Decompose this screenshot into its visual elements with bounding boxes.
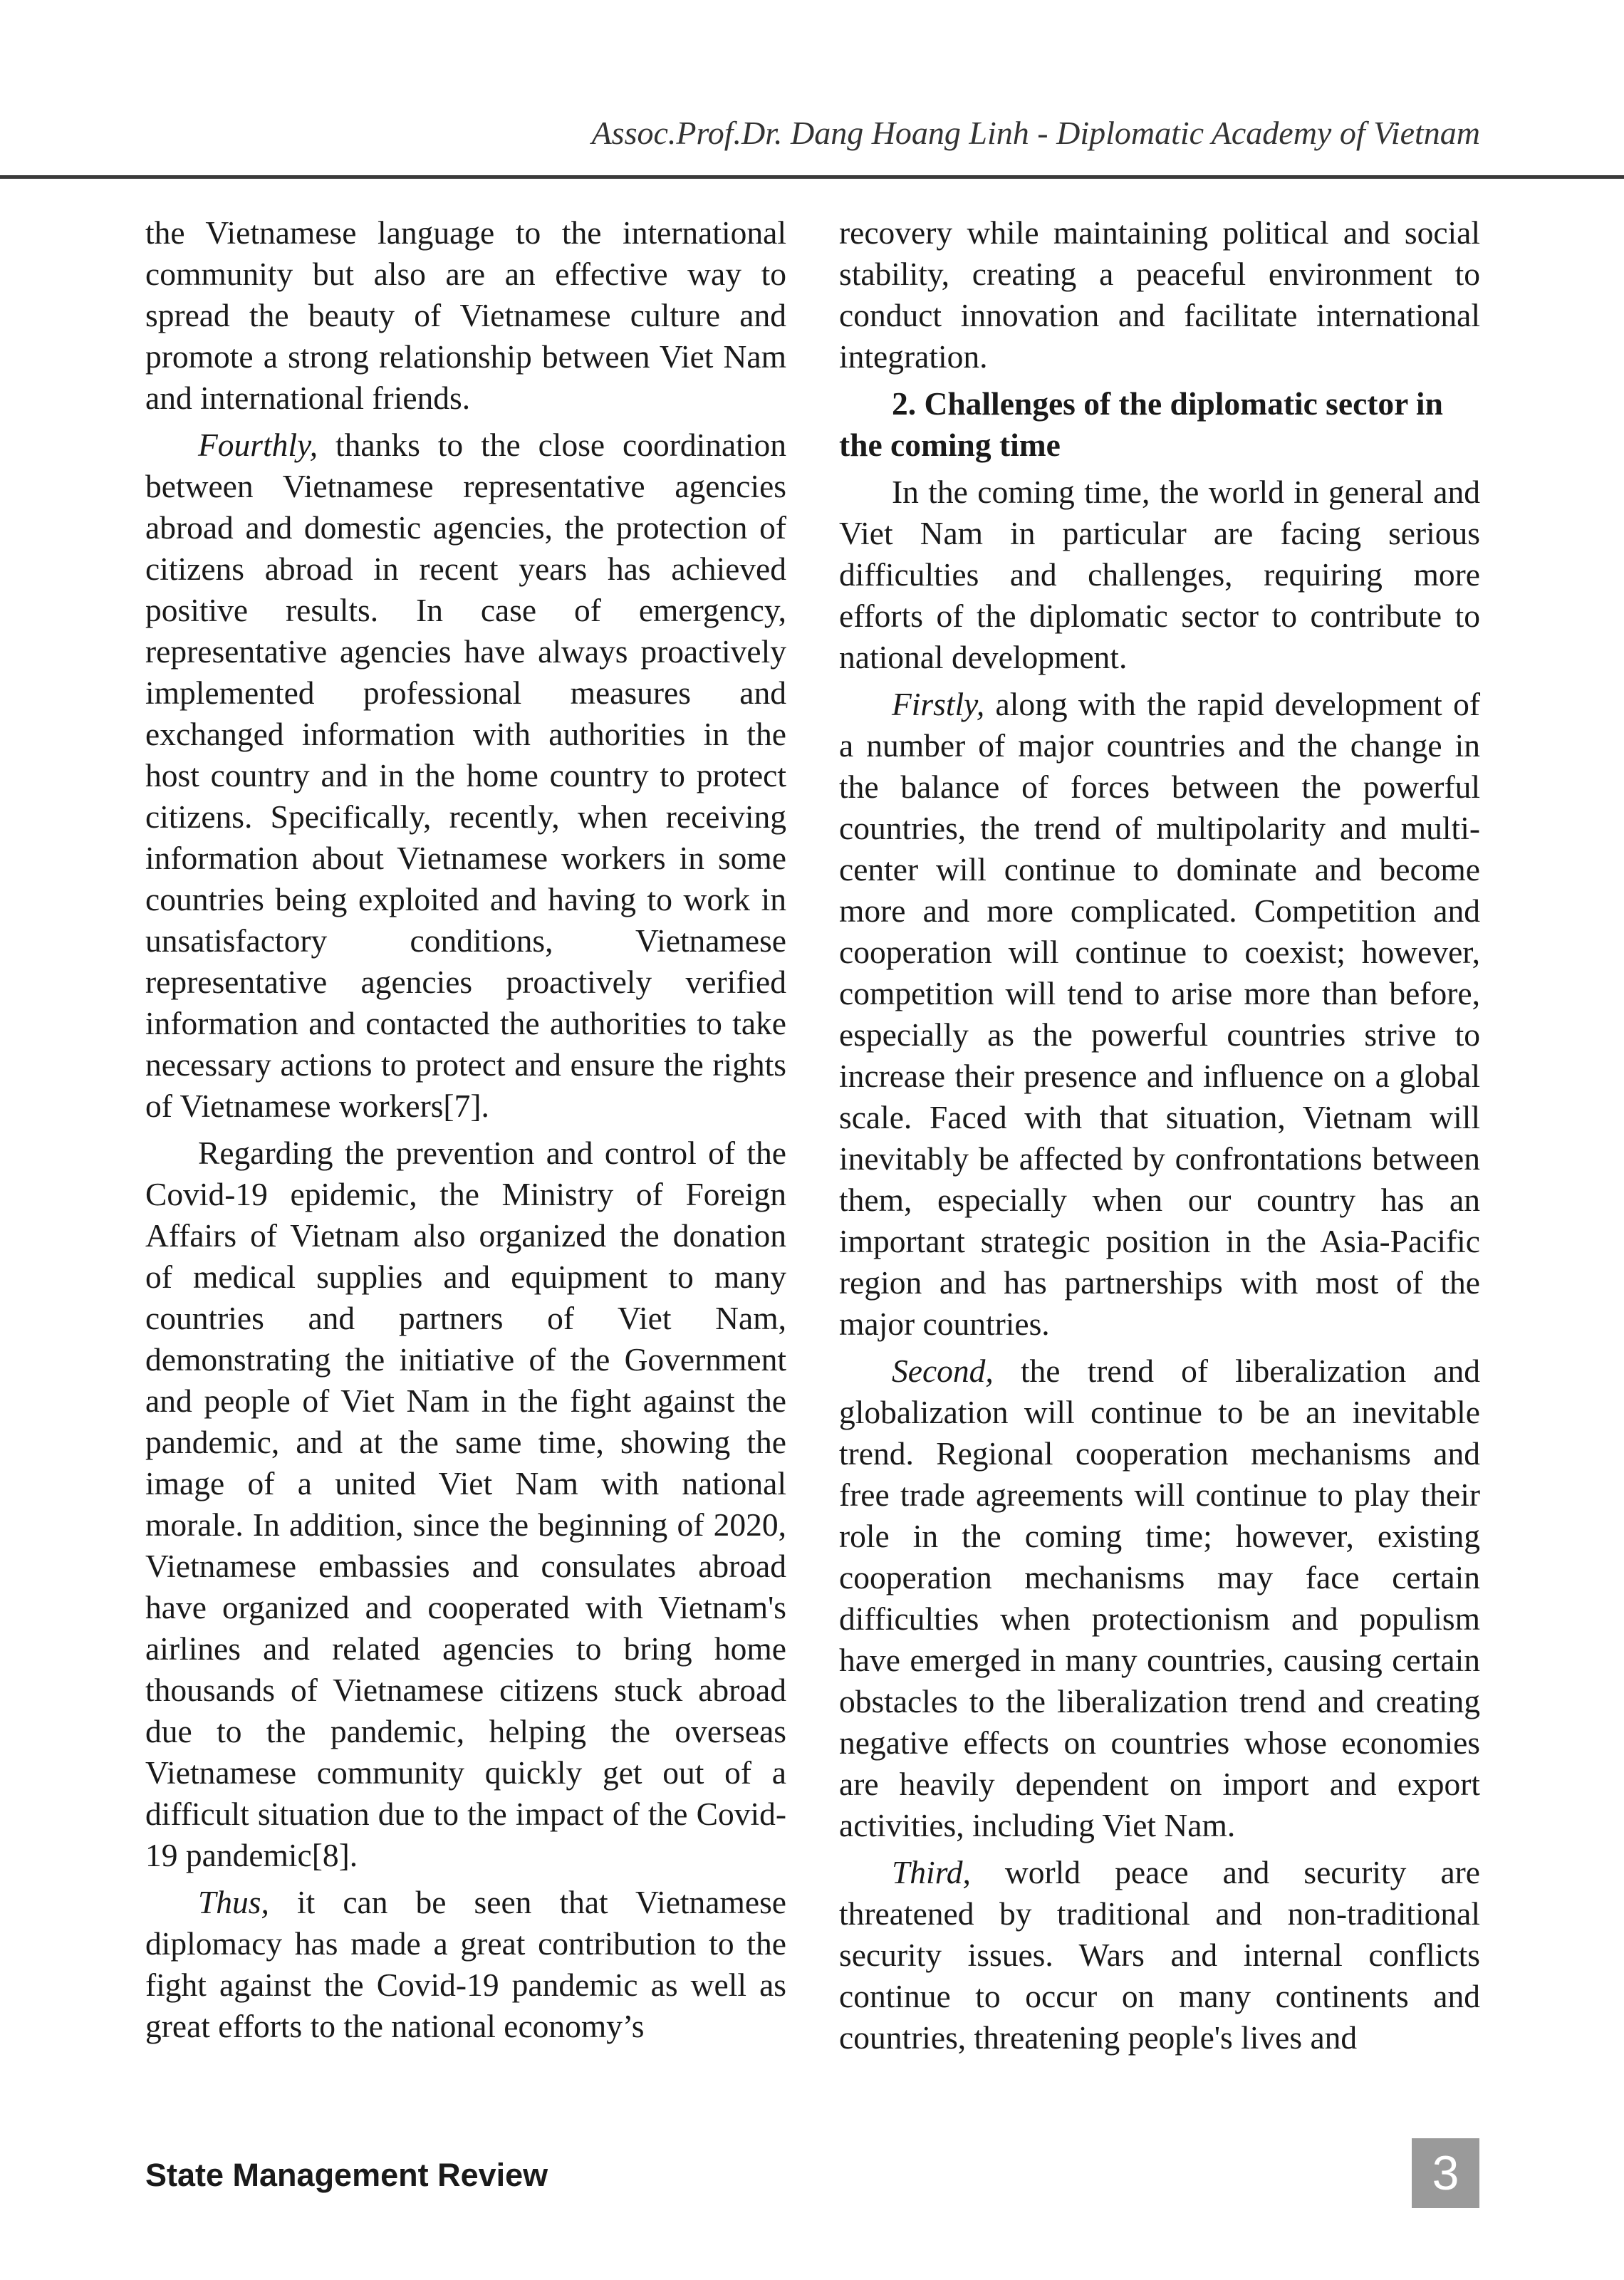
paragraph: recovery while maintaining political and social stability, creating a peaceful environment to conduct innovation and facilitate international integration. — [839, 214, 1480, 375]
paragraph: the Vietnamese language to the international community but also are an effective way to spread the beauty of Vietnamese culture and promote a strong relationship between Viet Nam and international friends. — [145, 214, 786, 416]
paragraph-lead: Second, — [892, 1353, 994, 1389]
paragraph — [145, 425, 786, 1127]
paragraph — [839, 684, 1480, 1345]
paragraph-lead: Third, — [892, 1854, 971, 1890]
paragraph — [839, 1852, 1480, 2058]
paragraph-body: along with the rapid development of a number of major countries and the change in the balance of forces between the powerful countries, the trend of multipolarity and multi-center will continue to dominate and become more and more complicated. Competition and cooperation will continue to coexist; however, competition will tend to arise more than before, especially as the powerful countries strive to increase their presence and influence on a global scale. Faced with that situation, Vietnam will inevitably be affected by confrontations between them, especially when our country has an important strategic position in the Asia-Pacific region and has partnerships with most of the major countries. — [839, 686, 1480, 1342]
paragraph — [839, 1350, 1480, 1846]
right-column — [839, 212, 1480, 2064]
header-rule — [0, 175, 1624, 179]
paragraph-body: thanks to the close coordination between Vietnamese representative agencies abroad and domestic agencies, the protection of citizens abroad in recent years has achieved positive results. In case of emergency, representative agencies have always proactively implemented professional measures and exchanged information with authorities in the host country and in the home country to protect citizens. Specifically, recently, when receiving information about Vietnamese workers in some countries being exploited and having to work in unsatisfactory conditions, Vietnamese representative agencies proactively verified information and contacted the authorities to take necessary actions to protect and ensure the rights of Vietnamese workers[7]. — [145, 427, 786, 1124]
section-heading: 2. Challenges of the diplomatic sector in the coming time — [839, 385, 1443, 463]
paragraph-lead: Fourthly, — [198, 427, 318, 463]
paragraph-lead: Thus, — [198, 1884, 269, 1920]
paragraph — [145, 1882, 786, 2047]
page-number: 3 — [1412, 2138, 1479, 2208]
running-header: Assoc.Prof.Dr. Dang Hoang Linh - Diplomatic Academy of Vietnam — [591, 115, 1480, 151]
paragraph-lead: Firstly, — [892, 686, 985, 722]
paragraph-body: world peace and security are threatened by traditional and non-traditional security issues. Wars and internal conflicts continue to occur on many continents and countries, threatening people's lives and — [839, 1854, 1480, 2056]
paragraph-body: the trend of liberalization and globalization will continue to be an inevitable trend. Regional cooperation mechanisms and free trade agreements will continue to play their role in the coming time; however, existing cooperation mechanisms may face certain difficulties when protectionism and populism have emerged in many countries, causing certain obstacles to the liberalization trend and creating negative effects on countries whose economies are heavily dependent on import and export activities, including Viet Nam. — [839, 1353, 1480, 1843]
paragraph: In the coming time, the world in general and Viet Nam in particular are facing serious difficulties and challenges, requiring more efforts of the diplomatic sector to contribute to national development. — [839, 474, 1480, 675]
paragraph: Regarding the prevention and control of the Covid-19 epidemic, the Ministry of Foreign Affairs of Vietnam also organized the donation of medical supplies and equipment to many countries and partners of Viet Nam, demonstrating the initiative of the Government and people of Viet Nam in the fight against the pandemic, and at the same time, showing the image of a united Viet Nam with national morale. In addition, since the beginning of 2020, Vietnamese embassies and consulates abroad have organized and cooperated with Vietnam's airlines and related agencies to bring home thousands of Vietnamese citizens stuck abroad due to the pandemic, helping the overseas Vietnamese community quickly get out of a difficult situation due to the impact of the Covid-19 pandemic[8]. — [145, 1135, 786, 1873]
left-column — [145, 212, 786, 2053]
paragraph-body: it can be seen that Vietnamese diplomacy has made a great contribution to the fight against the Covid-19 pandemic as well as great efforts to the national economy’s — [145, 1884, 786, 2044]
journal-title: State Management Review — [145, 2157, 548, 2193]
